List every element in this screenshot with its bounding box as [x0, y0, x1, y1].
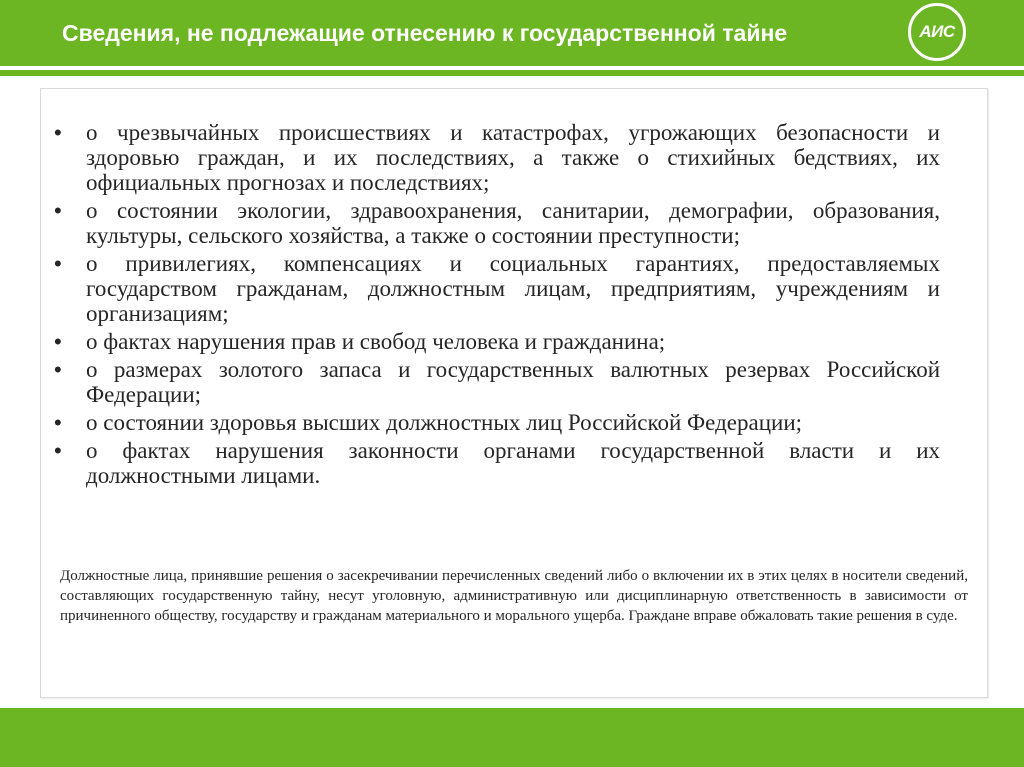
bullet-icon: • — [54, 357, 62, 382]
list-item — [52, 251, 940, 326]
bullet-icon: • — [54, 410, 62, 435]
ais-logo — [908, 3, 966, 61]
list-item-text: о размерах золотого запаса и государственных валютных резервах Российской Федерации; — [86, 357, 940, 407]
list-item — [52, 329, 940, 354]
header-bar — [0, 0, 1024, 66]
list-item — [52, 410, 940, 435]
bullet-icon: • — [54, 251, 62, 276]
bullet-icon: • — [54, 120, 62, 145]
list-item-text: о фактах нарушения прав и свобод человека и гражданина; — [86, 329, 666, 354]
slide-title: Сведения, не подлежащие отнесению к государственной тайне — [62, 20, 788, 46]
list-item — [52, 198, 940, 248]
list-item — [52, 438, 940, 488]
liability-note: Должностные лица, принявшие решения о засекречивании перечисленных сведений либо о включении их в этих целях в носители сведений, составляющих государственную тайну, несут уголовную, административную или дисциплинарную ответственность в зависимости от причиненного обществу, государству и гражданам материального и морального ущерба. Граждане вправе обжаловать такие решения в суде. — [60, 568, 968, 624]
list-item-text: о фактах нарушения законности органами государственной власти и их должностными лицами. — [86, 438, 940, 488]
bullet-icon: • — [54, 329, 62, 354]
list-item-text: о состоянии здоровья высших должностных лиц Российской Федерации; — [86, 410, 803, 435]
list-item — [52, 357, 940, 407]
bullet-list — [52, 120, 940, 491]
list-item-text: о привилегиях, компенсациях и социальных гарантиях, предоставляемых государством гражданам, должностным лицам, предприятиям, учреждениям и организациям; — [86, 251, 940, 326]
footer-bar — [0, 708, 1024, 767]
header-divider — [0, 70, 1024, 76]
list-item — [52, 120, 940, 195]
bullet-icon: • — [54, 438, 62, 463]
list-item-text: о чрезвычайных происшествиях и катастрофах, угрожающих безопасности и здоровью граждан, и их последствиях, а также о стихийных бедствиях, их официальных прогнозах и последствиях; — [86, 120, 940, 195]
logo-text: АИС — [919, 22, 955, 41]
list-item-text: о состоянии экологии, здравоохранения, санитарии, демографии, образования, культуры, сельского хозяйства, а также о состоянии преступности; — [86, 198, 940, 248]
bullet-icon: • — [54, 198, 62, 223]
